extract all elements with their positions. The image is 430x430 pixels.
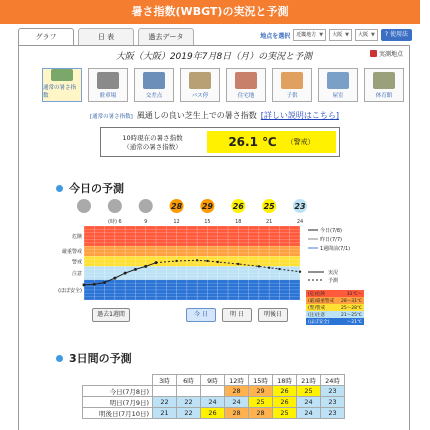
current-wbgt-label: 10時現在の暑さ指数 （通常の暑さ指数） [122, 134, 183, 151]
band-label: 警戒 [71, 259, 82, 266]
forecast-cell [201, 386, 225, 397]
legend-label: 1週間前(7/1) [320, 246, 351, 252]
prefecture-select[interactable]: 大阪 ▼ [329, 29, 352, 41]
lawn-icon [51, 69, 73, 81]
forecast-row [83, 386, 345, 397]
forecast-table [82, 374, 345, 419]
forecast-cell: 28 [225, 408, 249, 419]
forecast-point [299, 271, 301, 273]
hour-header: 9時 [201, 375, 225, 386]
legend-label: 昨日(7/7) [320, 237, 342, 243]
icon-normal-wbgt[interactable]: 通常の暑さ指数 [42, 68, 82, 102]
forecast-cell: 23 [321, 408, 345, 419]
scale-label: (厳)厳重警戒 [308, 299, 335, 304]
forecast-cell [153, 386, 177, 397]
band-label: (ほぼ安全) [58, 287, 82, 294]
bus-stop-icon [189, 72, 211, 89]
forecast-point [278, 268, 280, 270]
tomorrow-button[interactable]: 明 日 [222, 308, 252, 322]
scale-label: (警)警戒 [308, 306, 326, 311]
hour-header: 3時 [153, 375, 177, 386]
chevron-down-icon: ▼ [319, 32, 324, 38]
location-label: 地点を選択 [260, 32, 291, 40]
forecast-cell: 29 [249, 386, 273, 397]
scale-range: 31℃〜 [346, 292, 362, 297]
scale-label: (ほぼ安全) [308, 320, 330, 325]
hour-header: 24時 [321, 375, 345, 386]
forecast-cell: 24 [201, 397, 225, 408]
forecast-circle-label: 25 [263, 202, 275, 211]
section-three-day: 3日間の予測 [56, 350, 132, 366]
forecast-cell: 26 [273, 397, 297, 408]
child-icon [281, 72, 303, 89]
chevron-down-icon: ▼ [345, 32, 350, 38]
tab-graph[interactable]: グラフ [18, 28, 74, 45]
forecast-cell: 24 [225, 397, 249, 408]
x-tick-label: 21 [265, 219, 273, 225]
forecast-row [83, 397, 345, 408]
help-button[interactable]: ? 使用法 [381, 29, 412, 41]
page-heading: 大阪（大阪）2019年7月8日（月）の実況と予測 [115, 52, 313, 62]
scale-range: 28〜31℃ [340, 299, 362, 304]
x-tick-label: 9 [144, 219, 148, 225]
scale-range: 25〜28℃ [340, 306, 362, 311]
observed-point [103, 281, 106, 284]
forecast-point [237, 263, 239, 265]
parking-icon [97, 72, 119, 89]
forecast-point [258, 265, 260, 267]
forecast-cell: 25 [273, 408, 297, 419]
forecast-circle [108, 199, 122, 213]
observed-point [124, 272, 127, 275]
forecast-cell: 24 [297, 397, 321, 408]
band-label: 注意 [71, 271, 82, 278]
x-tick-label: 12 [173, 219, 180, 225]
bullet-icon [56, 185, 63, 192]
hour-header: 21時 [297, 375, 321, 386]
forecast-cell: 26 [273, 386, 297, 397]
house-icon [235, 72, 257, 89]
hour-header: 18時 [273, 375, 297, 386]
forecast-circle-label: 29 [201, 202, 213, 211]
forecast-row [83, 408, 345, 419]
forecast-point [196, 259, 198, 261]
forecast-cell: 23 [321, 397, 345, 408]
forecast-circle-label: 23 [294, 202, 306, 211]
wbgt-type-label: [通常の暑さ指数] [90, 113, 133, 120]
forecast-cell [177, 386, 201, 397]
line-legend-label: 予測 [328, 278, 339, 284]
page-title: 暑さ指数(WBGT)の実況と予測 [0, 0, 420, 24]
forecast-cell: 22 [177, 397, 201, 408]
forecast-circle-label: 26 [232, 202, 244, 211]
icon-indoor[interactable]: 屋室 [318, 68, 358, 102]
help-icon: ? [384, 31, 390, 38]
scale-range: 21〜25℃ [340, 313, 362, 318]
bullet-icon [56, 355, 63, 362]
chart-band [84, 256, 300, 266]
indoor-icon [327, 72, 349, 89]
wbgt-description [90, 110, 339, 121]
tab-past-data[interactable]: 過去データ [138, 28, 194, 45]
row-label: 明後日(7月10日) [83, 408, 153, 419]
forecast-cell: 28 [225, 386, 249, 397]
icon-children[interactable]: 子供 [272, 68, 312, 102]
view-tabs [18, 28, 194, 45]
hour-header: 6時 [177, 375, 201, 386]
forecast-point [206, 260, 208, 262]
past-week-button[interactable]: 過去1週間 [92, 308, 130, 322]
station-info[interactable]: 実測地点 [370, 49, 403, 58]
forecast-cell: 22 [153, 397, 177, 408]
forecast-cell: 25 [297, 386, 321, 397]
tab-daily-table[interactable]: 日 表 [78, 28, 134, 45]
row-label: 明日(7月9日) [83, 397, 153, 408]
hour-header: 12時 [225, 375, 249, 386]
current-wbgt-box [100, 127, 340, 157]
details-link[interactable]: [詳しい説明はこちら] [260, 111, 340, 120]
forecast-cell: 25 [249, 397, 273, 408]
forecast-cell: 24 [297, 408, 321, 419]
legend-label: 今日(7/8) [320, 228, 342, 234]
day-after-button[interactable]: 明後日 [258, 308, 288, 322]
current-wbgt-value: 26.1 ℃ [228, 135, 277, 149]
hour-header: 15時 [249, 375, 273, 386]
forecast-point [217, 261, 219, 263]
x-tick-label: 18 [235, 219, 242, 225]
scale-label: (注)注意 [308, 313, 326, 318]
chart-band [84, 246, 300, 256]
forecast-circle-label: 28 [171, 202, 183, 211]
intersection-icon [143, 72, 165, 89]
forecast-cell: 21 [153, 408, 177, 419]
icon-intersection[interactable]: 交差点 [134, 68, 174, 102]
location-controls [260, 29, 412, 41]
observed-point [83, 283, 86, 286]
gym-icon [373, 72, 395, 89]
scale-range: 〜21℃ [346, 320, 362, 325]
observed-point [134, 268, 137, 271]
forecast-point [175, 260, 177, 262]
forecast-header-row [83, 375, 345, 386]
current-wbgt-status: （警戒） [286, 138, 315, 146]
x-tick-label: 24 [296, 219, 304, 225]
forecast-circle [139, 199, 153, 213]
today-button[interactable]: 今 日 [186, 308, 216, 322]
icon-parking[interactable]: 駐車場 [88, 68, 128, 102]
forecast-circle [77, 199, 91, 213]
section-today: 今日の予測 [56, 180, 124, 196]
observed-point [144, 265, 147, 268]
icon-bus-stop[interactable]: バス停 [180, 68, 220, 102]
forecast-cell: 26 [201, 408, 225, 419]
forecast-point [155, 261, 157, 263]
band-label: 厳重警戒 [61, 249, 82, 256]
station-icon [370, 50, 377, 57]
region-select[interactable]: 近畿地方 ▼ [293, 29, 326, 41]
band-label: 危険 [71, 234, 82, 241]
scale-label: (危)危険 [308, 292, 326, 297]
line-legend-label: 実況 [328, 270, 339, 276]
row-label: 今日(7月8日) [83, 386, 153, 397]
icon-residential[interactable]: 住宅地 [226, 68, 266, 102]
forecast-cell: 28 [249, 408, 273, 419]
forecast-cell: 23 [321, 386, 345, 397]
category-icons [42, 68, 404, 102]
forecast-cell: 22 [177, 408, 201, 419]
x-tick-label: 15 [204, 219, 211, 225]
observed-point [93, 283, 96, 286]
icon-gym[interactable]: 体育館 [364, 68, 404, 102]
station-select[interactable]: 大阪 ▼ [355, 29, 378, 41]
chevron-down-icon: ▼ [371, 32, 375, 38]
observed-point [113, 277, 116, 280]
wbgt-type-text: 風通しの良い芝生上での暑さ指数 [136, 111, 257, 120]
forecast-point [268, 267, 270, 269]
current-wbgt-value-box [207, 131, 336, 153]
x-tick-label: (時) 6 [108, 219, 122, 225]
